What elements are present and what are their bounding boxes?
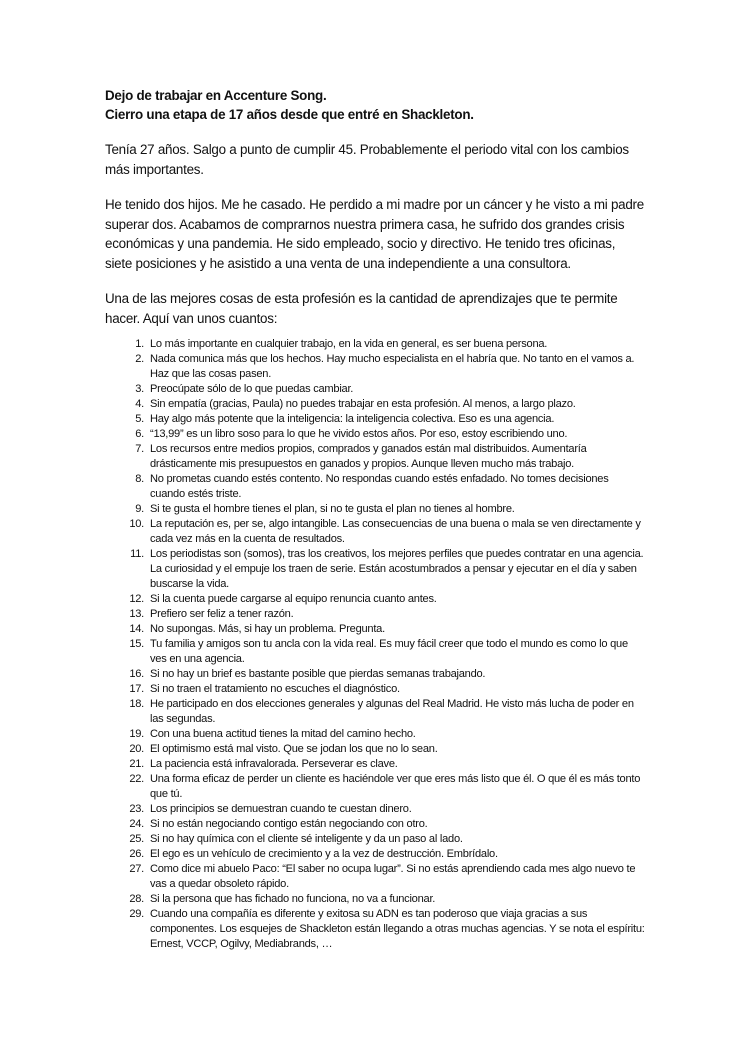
list-item: [105, 667, 645, 682]
list-item-number: 25.: [129, 833, 144, 845]
list-item-number: 8.: [135, 473, 144, 485]
list-item-number: 28.: [129, 893, 144, 905]
list-item: [105, 472, 645, 502]
list-item: [105, 907, 645, 952]
list-item-number: 29.: [129, 908, 144, 920]
list-item-number: 22.: [129, 773, 144, 785]
list-item: [105, 442, 645, 472]
list-item: [105, 847, 645, 862]
list-item-number: 4.: [135, 398, 144, 410]
list-item-number: 21.: [129, 758, 144, 770]
list-item-text: Sin empatía (gracias, Paula) no puedes trabajar en esta profesión. Al menos, a largo plazo.: [150, 398, 576, 410]
list-item: [105, 772, 645, 802]
list-item-text: Si no están negociando contigo están negociando con otro.: [150, 818, 428, 830]
list-item: [105, 547, 645, 592]
intro-paragraph: Tenía 27 años. Salgo a punto de cumplir 45. Probablemente el periodo vital con los cambios más importantes.: [105, 142, 629, 177]
list-item: [105, 892, 645, 907]
list-item-text: Los recursos entre medios propios, comprados y ganados están mal distribuidos. Aumentaría drásticamente mis presupuestos en ganados y propios. Aunque lleven mucho más trabajo.: [150, 443, 587, 470]
list-item-text: Una forma eficaz de perder un cliente es haciéndole ver que eres más listo que él. O que él es más tonto que tú.: [150, 773, 641, 800]
list-item: [105, 817, 645, 832]
list-item-number: 17.: [129, 683, 144, 695]
list-item: [105, 592, 645, 607]
list-item-number: 23.: [129, 803, 144, 815]
list-item: [105, 502, 645, 517]
list-item: [105, 832, 645, 847]
list-item-text: Si no traen el tratamiento no escuches el diagnóstico.: [150, 683, 400, 695]
list-item: [105, 742, 645, 757]
list-item-number: 19.: [129, 728, 144, 740]
list-item-text: La reputación es, per se, algo intangible. Las consecuencias de una buena o mala se ven directamente y cada vez más en la cuenta de resultados.: [150, 518, 641, 545]
list-item-text: Hay algo más potente que la inteligencia: la inteligencia colectiva. Eso es una agencia.: [150, 413, 555, 425]
list-item-number: 6.: [135, 428, 144, 440]
list-item-number: 26.: [129, 848, 144, 860]
lessons-list: [105, 337, 645, 952]
list-item: [105, 727, 645, 742]
list-item-text: He participado en dos elecciones generales y algunas del Real Madrid. He visto más lucha de poder en las segundas.: [150, 698, 634, 725]
list-item-text: Lo más importante en cualquier trabajo, en la vida en general, es ser buena persona.: [150, 338, 548, 350]
list-item-number: 16.: [129, 668, 144, 680]
list-item-number: 20.: [129, 743, 144, 755]
list-item-number: 24.: [129, 818, 144, 830]
list-item-number: 1.: [135, 338, 144, 350]
list-item-number: 10.: [129, 518, 144, 530]
title-line: Dejo de trabajar en Accenture Song.: [105, 88, 327, 103]
list-item-number: 15.: [129, 638, 144, 650]
list-item-text: Si te gusta el hombre tienes el plan, si no te gusta el plan no tienes al hombre.: [150, 503, 515, 515]
list-item-number: 27.: [129, 863, 144, 875]
list-item-text: Si la cuenta puede cargarse al equipo renuncia cuanto antes.: [150, 593, 437, 605]
list-item: [105, 517, 645, 547]
list-item: [105, 607, 645, 622]
list-item-text: No prometas cuando estés contento. No respondas cuando estés enfadado. No tomes decisiones cuando estés triste.: [150, 473, 609, 500]
list-item-text: La paciencia está infravalorada. Perseverar es clave.: [150, 758, 398, 770]
list-item-number: 2.: [135, 353, 144, 365]
list-item-text: Cuando una compañía es diferente y exitosa su ADN es tan poderoso que viaja gracias a sus componentes. Los esquejes de Shackleton están llegando a otras muchas agencias. Y se nota el espíritu: Ernest, VCCP, Ogilvy, Mediabrands, …: [150, 908, 645, 950]
list-item: [105, 352, 645, 382]
list-item: [105, 337, 645, 352]
list-item-text: Si la persona que has fichado no funciona, no va a funcionar.: [150, 893, 436, 905]
list-item-number: 11.: [130, 548, 144, 560]
list-item: [105, 682, 645, 697]
document-page: [105, 87, 645, 952]
list-item-text: Nada comunica más que los hechos. Hay mucho especialista en el habría que. No tanto en el vamos a. Haz que las cosas pasen.: [150, 353, 635, 380]
list-item-text: Tu familia y amigos son tu ancla con la vida real. Es muy fácil creer que todo el mundo es como lo que ves en una agencia.: [150, 638, 628, 665]
list-item: [105, 382, 645, 397]
list-item-text: “13,99” es un libro soso para lo que he vivido estos años. Por eso, estoy escribiendo uno.: [150, 428, 568, 440]
list-item: [105, 802, 645, 817]
list-item: [105, 697, 645, 727]
list-item-text: Prefiero ser feliz a tener razón.: [150, 608, 294, 620]
list-item-number: 3.: [135, 383, 144, 395]
list-item: [105, 862, 645, 892]
list-item: [105, 427, 645, 442]
list-item: [105, 622, 645, 637]
list-item-number: 5.: [135, 413, 144, 425]
list-item-text: El optimismo está mal visto. Que se jodan los que no lo sean.: [150, 743, 438, 755]
list-item-number: 13.: [129, 608, 144, 620]
list-item: [105, 412, 645, 427]
list-item: [105, 757, 645, 772]
list-item-text: Como dice mi abuelo Paco: “El saber no ocupa lugar”. Si no estás aprendiendo cada mes algo nuevo te vas a quedar obsoleto rápido.: [150, 863, 636, 890]
list-item: [105, 397, 645, 412]
life-paragraph: He tenido dos hijos. Me he casado. He perdido a mi madre por un cáncer y he visto a mi padre superar dos. Acabamos de comprarnos nuestra primera casa, he sufrido dos grandes crisis económicas y una pandemia. He sido empleado, socio y directivo. He tenido tres oficinas, siete posiciones y he asistido a una venta de una independiente a una consultora.: [105, 197, 644, 271]
list-item: [105, 637, 645, 667]
list-item-text: Preocúpate sólo de lo que puedas cambiar.: [150, 383, 354, 395]
list-item-text: El ego es un vehículo de crecimiento y a la vez de destrucción. Embrídalo.: [150, 848, 498, 860]
list-item-text: Los principios se demuestran cuando te cuestan dinero.: [150, 803, 412, 815]
list-item-text: Con una buena actitud tienes la mitad del camino hecho.: [150, 728, 416, 740]
title-line: Cierro una etapa de 17 años desde que entré en Shackleton.: [105, 106, 474, 122]
list-item-text: Si no hay un brief es bastante posible que pierdas semanas trabajando.: [150, 668, 486, 680]
list-item-number: 7.: [135, 443, 144, 455]
list-item-text: Si no hay química con el cliente sé inteligente y da un paso al lado.: [150, 833, 463, 845]
list-item-number: 14.: [129, 623, 144, 635]
list-item-number: 12.: [129, 593, 144, 605]
lessons-intro-paragraph: Una de las mejores cosas de esta profesión es la cantidad de aprendizajes que te permite hacer. Aquí van unos cuantos:: [105, 291, 618, 326]
list-item-number: 9.: [135, 503, 144, 515]
list-item-number: 18.: [129, 698, 144, 710]
list-item-text: No supongas. Más, si hay un problema. Pregunta.: [150, 623, 385, 635]
list-item-text: Los periodistas son (somos), tras los creativos, los mejores perfiles que puedes contratar en una agencia. La curiosidad y el empuje los traen de serie. Están acostumbrados a pensar y ejecutar en el día y saben buscarse la vida.: [150, 548, 644, 590]
